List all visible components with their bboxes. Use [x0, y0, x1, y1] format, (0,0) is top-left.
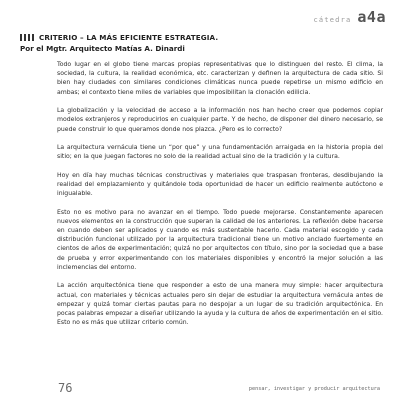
paragraph: Esto no es motivo para no avanzar en el tiempo. Todo puede mejorarse. Constantemente aparecen nuevos elementos en la construcción que superan la calidad de los anteriores. La reflexión debe hacerse en cuando deben ser aplicados y cuando es más sustentable hacerlo. Cada material escogido y cada distribución funcional utilizado por la arquitectura tradicional tiene un motivo anclado fuertemente en cientos de años de experimentación; quizá no por arquitectos con título, sino por la sociedad que a base de prueba y error experimentando con los materiales disponibles y encontró la mejor solución a las inclemencias del entorno. — [57, 208, 383, 271]
a4a-logo: a4a — [357, 8, 386, 26]
header-brand — [314, 10, 387, 25]
article-title: CRITERIO – LA MÁS EFICIENTE ESTRATEGIA. — [39, 33, 219, 42]
article-title-block — [20, 33, 380, 53]
paragraph: Todo lugar en el globo tiene marcas propias representativas que lo distinguen del resto. El clima, la sociedad, la cultura, la realidad económica, etc. caracterizan y definen la arquitectura de cada sitio. Si bien hay ciudades con similares condiciones climáticas nunca puede repetirse un mismo edificio en ambas; el contexto tiene miles de variables que imposibilitan la clonación edilicia. — [57, 61, 383, 96]
paragraph: La acción arquitectónica tiene que responder a esto de una manera muy simple: hacer arquitectura actual, con materiales y técnicas actuales pero sin dejar de estudiar la arquitectura vernácula antes de empezar y quizá tomar ciertas pautas para no despojar a un lugar de su tradición arquitectónica. En pocas palabras empezar a diseñar utilizando la ayuda y la cultura de años de experimentación en el sitio. Esto no es más que utilizar criterio común. — [57, 282, 383, 327]
paragraph: Hoy en día hay muchas técnicas constructivas y materiales que traspasan fronteras, desdibujando la realidad del emplazamiento y quitándole toda oportunidad de hacer un edificio realmente autóctono e inigualable. — [57, 171, 383, 198]
title-bullet-bars-icon — [20, 34, 35, 41]
footer-caption: pensar, investigar y producir arquitectura — [248, 386, 380, 392]
page-number: 76 — [58, 381, 73, 395]
article-body — [57, 60, 383, 327]
article-author: Por el Mgtr. Arquitecto Matías A. Dinardi — [20, 44, 185, 53]
header-catedra-label: cátedra — [313, 16, 352, 24]
title-row — [20, 33, 380, 42]
paragraph: La globalización y la velocidad de acceso a la información nos han hecho creer que podemos copiar modelos extranjeros y reproducirlos en cualquier parte. Y de hecho, de disponer del dinero necesario, se puede construir lo que queramos donde nos plazca. ¿Pero es lo correcto? — [57, 107, 383, 133]
paragraph: La arquitectura vernácula tiene un “por que” y una fundamentación arraigada en la historia propia del sitio; en la que juegan factores no solo de la realidad actual sino de la tradición y la cultura. — [57, 144, 383, 161]
